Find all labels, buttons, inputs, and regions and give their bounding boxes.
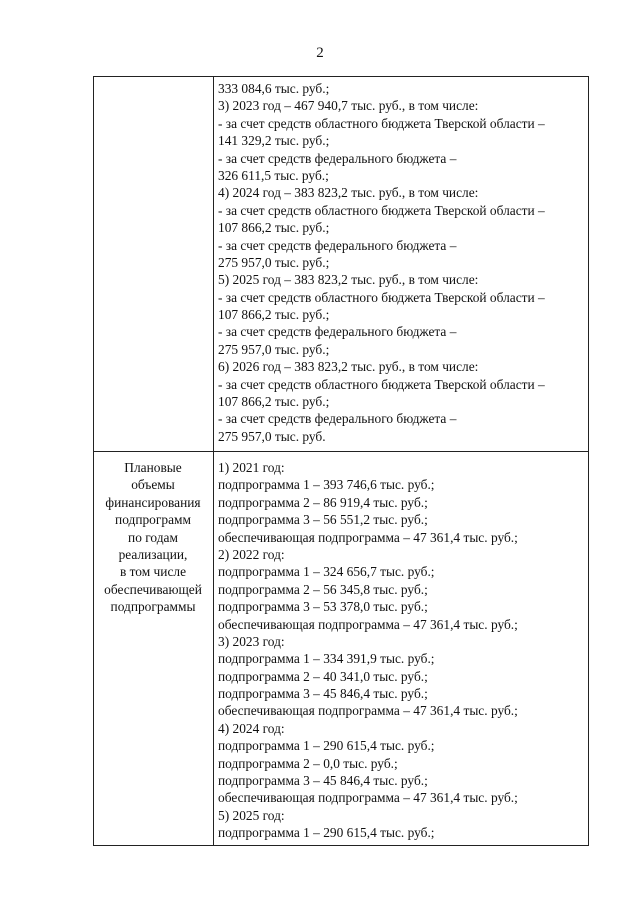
table-border-bottom xyxy=(93,845,589,846)
row2-left-cell xyxy=(99,459,207,616)
text-line: - за счет средств областного бюджета Тверской области – xyxy=(218,376,545,392)
text-line: подпрограмма 2 – 0,0 тыс. руб.; xyxy=(218,755,398,771)
text-line: 5) 2025 год: xyxy=(218,807,285,823)
text-line: 326 611,5 тыс. руб.; xyxy=(218,167,329,183)
field-label-line: в том числе xyxy=(119,564,187,580)
text-line: подпрограмма 1 – 290 615,4 тыс. руб.; xyxy=(218,738,435,754)
text-line: подпрограмма 1 – 324 656,7 тыс. руб.; xyxy=(218,564,435,580)
text-line: 4) 2024 год – 383 823,2 тыс. руб., в том числе: xyxy=(218,185,479,201)
text-line: - за счет средств областного бюджета Тверской области – xyxy=(218,115,545,131)
text-line: обеспечивающая подпрограмма – 47 361,4 тыс. руб.; xyxy=(218,790,518,806)
field-label-line: объемы xyxy=(131,477,175,493)
passport-table xyxy=(93,76,589,846)
table-border-top xyxy=(93,76,589,77)
text-line: 107 866,2 тыс. руб.; xyxy=(218,220,330,236)
text-line: подпрограмма 3 – 45 846,4 тыс. руб.; xyxy=(218,773,428,789)
text-line: 1) 2021 год: xyxy=(218,460,285,475)
text-line: 3) 2023 год – 467 940,7 тыс. руб., в том числе: xyxy=(218,98,479,114)
text-line: 3) 2023 год: xyxy=(218,633,285,649)
text-line: - за счет средств федерального бюджета – xyxy=(218,324,457,340)
text-line: 275 957,0 тыс. руб. xyxy=(218,428,326,444)
field-label-line: реализации, xyxy=(118,546,188,562)
text-line: 5) 2025 год – 383 823,2 тыс. руб., в том числе: xyxy=(218,272,479,288)
field-label-line: подпрограмм xyxy=(115,512,191,528)
field-label-line: финансирования xyxy=(105,494,201,510)
text-line: подпрограмма 2 – 56 345,8 тыс. руб.; xyxy=(218,581,428,597)
text-line: 2) 2022 год: xyxy=(218,546,285,562)
field-label-line: по годам xyxy=(128,529,178,545)
field-label-line: Плановые xyxy=(124,460,182,475)
text-line: подпрограмма 1 – 334 391,9 тыс. руб.; xyxy=(218,651,435,667)
text-line: - за счет средств федерального бюджета – xyxy=(218,237,457,253)
field-label-line: обеспечивающей xyxy=(104,581,202,597)
table-column-divider xyxy=(213,76,214,846)
text-line: 141 329,2 тыс. руб.; xyxy=(218,133,330,149)
text-line: 333 084,6 тыс. руб.; xyxy=(218,81,330,96)
text-line: обеспечивающая подпрограмма – 47 361,4 тыс. руб.; xyxy=(218,529,518,545)
text-line: подпрограмма 1 – 393 746,6 тыс. руб.; xyxy=(218,477,435,493)
text-line: - за счет средств областного бюджета Тверской области – xyxy=(218,289,545,305)
table-border-left xyxy=(93,76,94,846)
text-line: подпрограмма 3 – 45 846,4 тыс. руб.; xyxy=(218,686,428,702)
text-line: 107 866,2 тыс. руб.; xyxy=(218,394,330,410)
table-row-divider xyxy=(93,451,589,452)
field-label-line: подпрограммы xyxy=(110,599,196,615)
text-line: подпрограмма 3 – 53 378,0 тыс. руб.; xyxy=(218,599,428,615)
text-line: - за счет средств федерального бюджета – xyxy=(218,411,457,427)
text-line: 4) 2024 год: xyxy=(218,720,285,736)
text-line: - за счет средств федерального бюджета – xyxy=(218,150,457,166)
row1-right-cell xyxy=(218,80,545,445)
table-border-right xyxy=(588,76,589,846)
row2-right-cell xyxy=(218,459,518,842)
text-line: подпрограмма 1 – 290 615,4 тыс. руб.; xyxy=(218,825,435,841)
page-number: 2 xyxy=(316,45,324,61)
text-line: 6) 2026 год – 383 823,2 тыс. руб., в том числе: xyxy=(218,359,479,375)
text-line: подпрограмма 2 – 40 341,0 тыс. руб.; xyxy=(218,668,428,684)
text-line: подпрограмма 3 – 56 551,2 тыс. руб.; xyxy=(218,512,428,528)
text-line: обеспечивающая подпрограмма – 47 361,4 тыс. руб.; xyxy=(218,703,518,719)
text-line: обеспечивающая подпрограмма – 47 361,4 тыс. руб.; xyxy=(218,616,518,632)
text-line: - за счет средств областного бюджета Тверской области – xyxy=(218,202,545,218)
text-line: 275 957,0 тыс. руб.; xyxy=(218,341,330,357)
text-line: подпрограмма 2 – 86 919,4 тыс. руб.; xyxy=(218,494,428,510)
text-line: 107 866,2 тыс. руб.; xyxy=(218,307,330,323)
text-line: 275 957,0 тыс. руб.; xyxy=(218,254,330,270)
